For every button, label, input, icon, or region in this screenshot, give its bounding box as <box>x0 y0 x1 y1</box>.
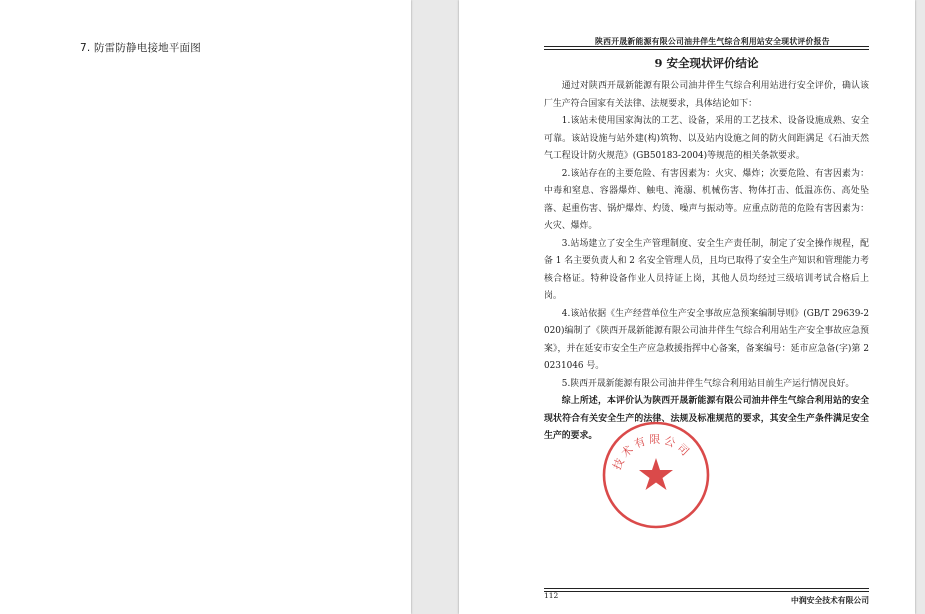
svg-text:技术有限公司: 技术有限公司 <box>610 432 694 472</box>
appendix-heading: 7. 防雷防静电接地平面图 <box>80 42 201 54</box>
intro-paragraph: 通过对陕西开晟新能源有限公司油井伴生气综合利用站进行安全评价，确认该厂生产符合国家有关法律、法规要求，具体结论如下： <box>544 81 869 109</box>
conclusion-item-2: 2.该站存在的主要危险、有害因素为：火灾、爆炸；次要危险、有害因素为：中毒和窒息、容器爆炸、触电、淹溺、机械伤害、物体打击、低温冻伤、高处坠落、起重伤害、锅炉爆炸、灼烫、噪声与振动等。应重点防范的危险有害因素为：火灾、爆炸。 <box>544 168 869 231</box>
header-rule <box>544 46 869 47</box>
conclusion-item-3: 3.站场建立了安全生产管理制度、安全生产责任制，制定了安全操作规程，配备 1 名主要负责人和 2 名安全管理人员，且均已取得了安全生产知识和管理能力考核合格证。特种设备作业人员持证上岗，其他人员均经过三级培训考试合格后上岗。 <box>544 238 869 301</box>
summary-conclusion: 综上所述，本评价认为陕西开晟新能源有限公司油井伴生气综合利用站的安全现状符合有关安全生产的法律、法规及标准规范的要求，其安全生产条件满足安全生产的要求。 <box>544 396 869 441</box>
conclusion-item-5: 5.陕西开晟新能源有限公司油井伴生气综合利用站目前生产运行情况良好。 <box>561 378 855 389</box>
section-title: 9 安全现状评价结论 <box>654 56 759 70</box>
footer-company: 中润安全技术有限公司 <box>791 596 869 605</box>
footer-rule <box>544 588 869 589</box>
company-seal-stamp <box>599 418 713 532</box>
section-body <box>544 78 869 446</box>
document-page-right <box>459 0 915 614</box>
header-rule-thin <box>544 49 869 50</box>
footer-rule-thin <box>544 591 869 592</box>
conclusion-item-1: 1.该站未使用国家淘汰的工艺、设备，采用的工艺技术、设备设施成熟、安全可靠。该站设施与站外建(构)筑物、以及站内设施之间的防火间距满足《石油天然气工程设计防火规范》(GB50183-2004)等规范的相关条款要求。 <box>544 116 869 161</box>
page-number: 112 <box>544 591 559 600</box>
conclusion-item-4: 4.该站依据《生产经营单位生产安全事故应急预案编制导则》(GB/T 29639-2020)编制了《陕西开晟新能源有限公司油井伴生气综合利用站生产安全事故应急预案》，并在延安市安全生产应急救援指挥中心备案，备案编号：延市应急备(字)第 20231046 号。 <box>544 308 869 371</box>
running-header: 陕西开晟新能源有限公司油井伴生气综合利用站安全现状评价报告 <box>595 37 830 46</box>
document-page-left <box>0 0 411 614</box>
